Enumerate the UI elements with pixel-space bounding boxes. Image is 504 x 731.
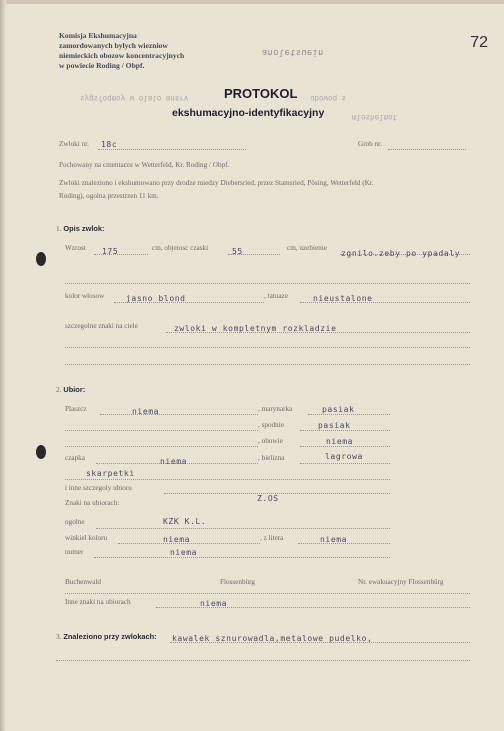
- spodnie-label: , spodnie: [258, 421, 284, 429]
- bielizna-line: [300, 463, 390, 464]
- znaleziono-line-2: Roding), ogolna przestrzen 11 km.: [59, 192, 159, 200]
- czaska-value: 55: [232, 247, 243, 256]
- punch-hole-1: [36, 252, 46, 266]
- zwloki-value: 18c: [101, 140, 118, 149]
- znaki-ubior-label: Znaki na ubiorach:: [65, 499, 120, 507]
- header-line-3: niemieckich obozow koncentracyjnych: [59, 51, 185, 60]
- obozy-line: [65, 593, 470, 594]
- obuwie-line: [300, 446, 390, 447]
- znaleziono-blank-line: [56, 660, 470, 661]
- buchenwald-label: Buchenwald: [65, 578, 101, 586]
- marynarka-line: [308, 414, 390, 415]
- wzrost-label: Wzrost: [65, 244, 86, 252]
- tatuaze-label: , tatuaze: [264, 292, 288, 300]
- ghost-text-mid: ubowoq s: [310, 94, 347, 103]
- plaszcz-value: niema: [132, 407, 160, 416]
- plaszcz-label: Plaszcz: [65, 405, 87, 413]
- kolor-value: jasno blond: [126, 294, 186, 303]
- winkiel-label: winkiel koloru: [65, 534, 108, 542]
- winkiel-value: niema: [163, 535, 191, 544]
- inne-znaki-label: Inne znaki na ubiorach: [65, 598, 131, 606]
- opis-blank-line: [65, 283, 470, 284]
- opis-blank-line-2: [65, 347, 470, 348]
- opis-blank-line-3: [65, 364, 470, 365]
- spodnie-line: [300, 430, 390, 431]
- ghost-text-left: sygsfoqmoy w olalo ansrv: [80, 94, 189, 103]
- obuwie-label: , obuwie: [258, 437, 283, 445]
- spodnie-value: pasiak: [318, 421, 351, 430]
- uzebienie-label: cm, uzebienie: [287, 244, 327, 252]
- wzrost-value: 175: [102, 247, 119, 256]
- ghost-text-right: mloshelmot: [352, 113, 398, 122]
- bielizna-value: lagrowa: [325, 452, 363, 461]
- ubior-line-a: [65, 430, 258, 431]
- marynarka-value: pasiak: [322, 405, 355, 414]
- pochowany-text: Pochowany na cmentarzu w Wetterfeld, Kr. Roding / Obpf.: [59, 161, 230, 169]
- tatuaze-value: nieustalone: [313, 294, 373, 303]
- header-line-4: w powiecie Roding / Obpf.: [59, 61, 145, 70]
- page-left-edge: [0, 0, 6, 731]
- kolor-label: kolor wlosow: [65, 292, 105, 300]
- ogolne-label: ogolne: [65, 518, 85, 526]
- ogolne-line: [96, 528, 390, 529]
- numer-line: [94, 557, 390, 558]
- grob-line: [388, 149, 466, 150]
- document-title: PROTOKOL: [224, 86, 298, 101]
- numer-value: niema: [170, 548, 198, 557]
- ubior-line-b: [65, 446, 258, 447]
- header-line-2: zamordowanych bylych wiezniow: [59, 41, 168, 50]
- numer-label: numer: [65, 548, 84, 556]
- punch-hole-2: [36, 445, 46, 459]
- znaleziono-line-1: Zwloki znaleziono i ekshumowano przy drodze miedzy Diebersried, przez Stamsried, Pösing, Wetterfeld (Kr.: [59, 179, 374, 187]
- page-number: 72: [470, 34, 488, 51]
- znaki-ubior-code: Z.OS: [257, 494, 279, 503]
- uzebienie-value: zgnilo.zeby po ypadaly: [341, 249, 461, 258]
- skarpetki-line: [65, 479, 390, 480]
- zwloki-line: [98, 149, 246, 150]
- bielizna-label: , bielizna: [258, 454, 285, 462]
- obuwie-value: niema: [326, 437, 354, 446]
- znaki-label: szczegolne znaki na ciele: [65, 322, 138, 330]
- nr-ewakuacyjny-label: Nr. ewakuacyjny Flossenbürg: [358, 578, 444, 586]
- top-stamp: anoletsuein: [262, 47, 324, 57]
- plaszcz-line: [100, 414, 258, 415]
- litera-value: niema: [320, 535, 348, 544]
- czapka-value: niema: [160, 457, 188, 466]
- czaska-label: cm, objetosc czaski: [152, 244, 209, 252]
- marynarka-label: , marynarka: [258, 405, 293, 413]
- znaleziono-value: kawalek sznurowadla,metalowe pudelko,: [172, 634, 373, 643]
- skarpetki-value: skarpetki: [86, 469, 135, 478]
- header-line-1: Komisja Ekshumacyjna: [59, 31, 137, 40]
- grob-label: Grob nr.: [358, 140, 382, 148]
- page-top-edge: [0, 0, 504, 4]
- litera-label: , z litera: [260, 534, 284, 542]
- section-3-heading: 3. Znaleziono przy zwlokach:: [56, 632, 157, 641]
- inne-znaki-value: niema: [200, 599, 228, 608]
- document-subtitle: ekshumacyjno-identyfikacyjny: [172, 107, 325, 119]
- ogolne-value: KZK K.L.: [163, 517, 207, 526]
- czapka-label: czapka: [65, 454, 85, 462]
- zwloki-label: Zwloki nr.: [59, 140, 89, 148]
- znaki-value: zwloki w kompletnym rozkladzie: [174, 324, 337, 333]
- flossenburg-label: Flossenbürg: [220, 578, 256, 586]
- inne-szczegoly-label: i inne szczegoly ubioru: [65, 484, 132, 492]
- section-2-heading: 2. Ubior:: [56, 385, 86, 394]
- section-1-heading: 1. Opis zwlok:: [56, 224, 105, 233]
